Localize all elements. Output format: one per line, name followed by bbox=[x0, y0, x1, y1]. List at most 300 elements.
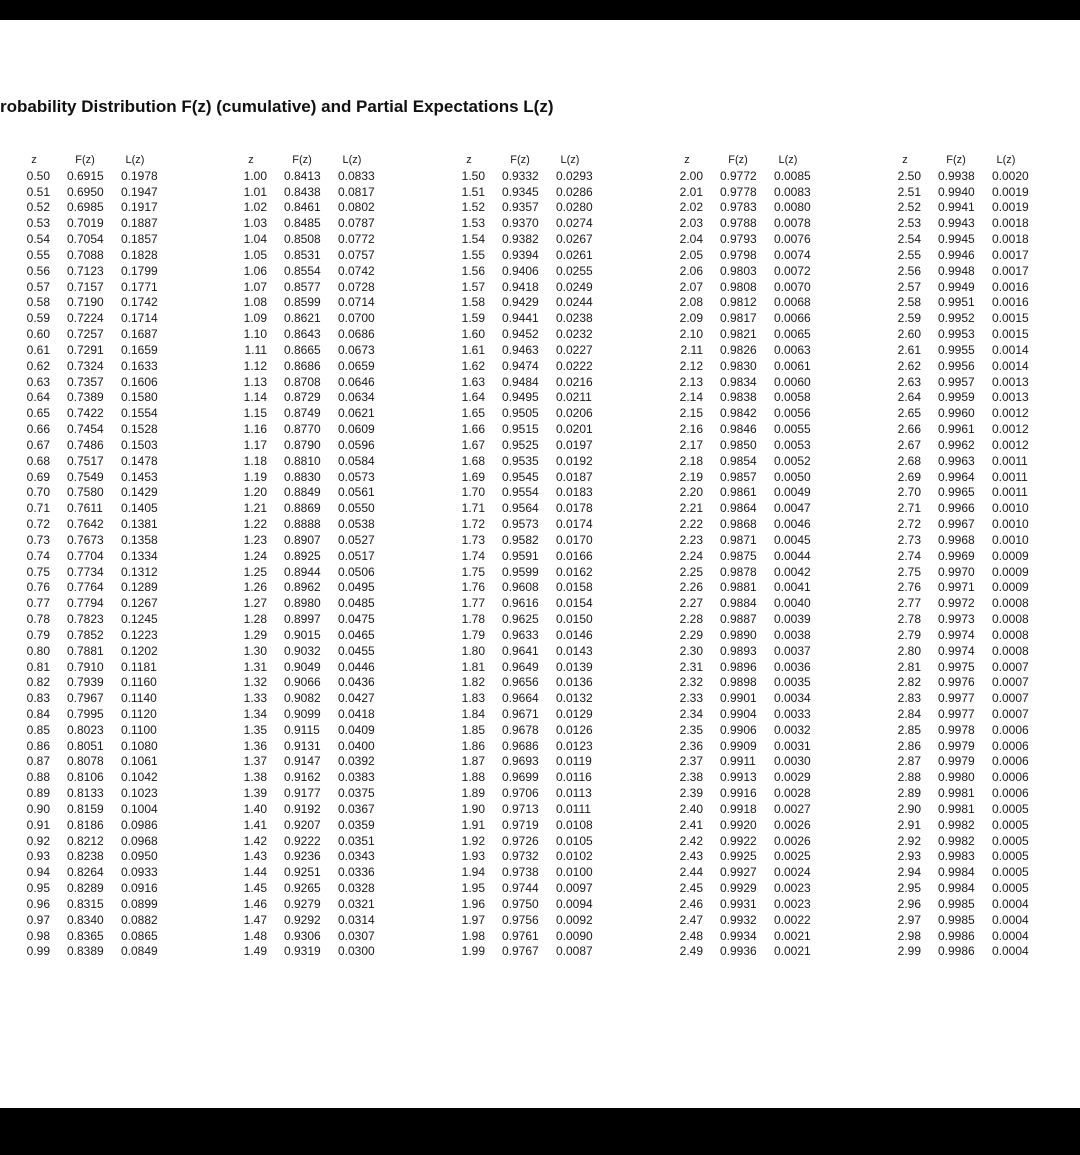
cell-fz: 0.9936 bbox=[720, 944, 757, 959]
cell-z: 1.41 bbox=[243, 817, 267, 832]
cell-z: 2.01 bbox=[679, 184, 703, 199]
cell-fz: 0.9984 bbox=[938, 881, 975, 896]
header-fz: F(z) bbox=[292, 154, 312, 166]
cell-z: 0.83 bbox=[26, 691, 50, 706]
cell-fz: 0.9884 bbox=[720, 596, 757, 611]
cell-z: 2.44 bbox=[679, 865, 703, 880]
cell-fz: 0.9826 bbox=[720, 342, 757, 357]
cell-lz: 0.0026 bbox=[774, 833, 811, 848]
cell-z: 2.91 bbox=[897, 817, 921, 832]
cell-z: 2.62 bbox=[897, 358, 921, 373]
cell-z: 0.62 bbox=[26, 358, 50, 373]
cell-z: 2.74 bbox=[897, 548, 921, 563]
cell-lz: 0.0300 bbox=[338, 944, 375, 959]
cell-fz: 0.8340 bbox=[67, 912, 104, 927]
cell-fz: 0.9099 bbox=[284, 706, 321, 721]
cell-lz: 0.0083 bbox=[774, 184, 811, 199]
cell-fz: 0.9966 bbox=[938, 501, 975, 516]
cell-z: 1.84 bbox=[461, 706, 485, 721]
cell-fz: 0.8599 bbox=[284, 295, 321, 310]
cell-fz: 0.8554 bbox=[284, 263, 321, 278]
cell-fz: 0.9505 bbox=[502, 406, 539, 421]
cell-z: 1.34 bbox=[243, 706, 267, 721]
cell-z: 1.51 bbox=[461, 184, 485, 199]
cell-fz: 0.8686 bbox=[284, 358, 321, 373]
cell-lz: 0.0090 bbox=[556, 928, 593, 943]
cell-lz: 0.0037 bbox=[774, 643, 811, 658]
cell-fz: 0.9977 bbox=[938, 706, 975, 721]
cell-fz: 0.7734 bbox=[67, 564, 104, 579]
cell-lz: 0.1857 bbox=[121, 232, 158, 247]
cell-fz: 0.9959 bbox=[938, 390, 975, 405]
cell-fz: 0.9968 bbox=[938, 532, 975, 547]
cell-z: 1.69 bbox=[461, 469, 485, 484]
cell-z: 1.33 bbox=[243, 691, 267, 706]
cell-fz: 0.9906 bbox=[720, 722, 757, 737]
cell-z: 2.85 bbox=[897, 722, 921, 737]
cell-fz: 0.9838 bbox=[720, 390, 757, 405]
cell-z: 2.10 bbox=[679, 327, 703, 342]
cell-lz: 0.0261 bbox=[556, 247, 593, 262]
cell-lz: 0.1828 bbox=[121, 247, 158, 262]
cell-z: 1.97 bbox=[461, 912, 485, 927]
cell-lz: 0.0787 bbox=[338, 216, 375, 231]
cell-lz: 0.0017 bbox=[992, 247, 1029, 262]
cell-fz: 0.9394 bbox=[502, 247, 539, 262]
cell-fz: 0.6985 bbox=[67, 200, 104, 215]
cell-fz: 0.9985 bbox=[938, 912, 975, 927]
cell-lz: 0.1503 bbox=[121, 437, 158, 452]
cell-z: 2.82 bbox=[897, 675, 921, 690]
cell-fz: 0.9686 bbox=[502, 738, 539, 753]
cell-z: 2.92 bbox=[897, 833, 921, 848]
cell-lz: 0.0409 bbox=[338, 722, 375, 737]
cell-z: 2.31 bbox=[679, 659, 703, 674]
cell-fz: 0.8849 bbox=[284, 485, 321, 500]
cell-z: 1.38 bbox=[243, 770, 267, 785]
cell-lz: 0.0293 bbox=[556, 168, 593, 183]
cell-z: 2.45 bbox=[679, 881, 703, 896]
cell-lz: 0.0143 bbox=[556, 643, 593, 658]
cell-fz: 0.9429 bbox=[502, 295, 539, 310]
cell-z: 0.76 bbox=[26, 580, 50, 595]
cell-z: 2.75 bbox=[897, 564, 921, 579]
cell-lz: 0.0022 bbox=[774, 912, 811, 927]
cell-lz: 0.0427 bbox=[338, 691, 375, 706]
cell-lz: 0.0222 bbox=[556, 358, 593, 373]
cell-z: 0.95 bbox=[26, 881, 50, 896]
cell-fz: 0.8944 bbox=[284, 564, 321, 579]
cell-fz: 0.8238 bbox=[67, 849, 104, 864]
cell-z: 2.26 bbox=[679, 580, 703, 595]
cell-fz: 0.8264 bbox=[67, 865, 104, 880]
cell-lz: 0.1429 bbox=[121, 485, 158, 500]
cell-lz: 0.0646 bbox=[338, 374, 375, 389]
cell-lz: 0.0020 bbox=[992, 168, 1029, 183]
cell-fz: 0.9945 bbox=[938, 232, 975, 247]
cell-z: 1.88 bbox=[461, 770, 485, 785]
cell-lz: 0.0280 bbox=[556, 200, 593, 215]
cell-z: 2.84 bbox=[897, 706, 921, 721]
cell-fz: 0.8888 bbox=[284, 517, 321, 532]
cell-fz: 0.9830 bbox=[720, 358, 757, 373]
cell-fz: 0.9871 bbox=[720, 532, 757, 547]
cell-z: 0.84 bbox=[26, 706, 50, 721]
cell-z: 0.77 bbox=[26, 596, 50, 611]
cell-z: 2.68 bbox=[897, 453, 921, 468]
cell-z: 1.26 bbox=[243, 580, 267, 595]
cell-z: 0.85 bbox=[26, 722, 50, 737]
cell-lz: 0.0008 bbox=[992, 643, 1029, 658]
cell-z: 2.66 bbox=[897, 422, 921, 437]
cell-lz: 0.0027 bbox=[774, 801, 811, 816]
cell-z: 2.97 bbox=[897, 912, 921, 927]
document-page bbox=[0, 20, 1080, 1108]
cell-z: 0.93 bbox=[26, 849, 50, 864]
cell-lz: 0.0849 bbox=[121, 944, 158, 959]
cell-fz: 0.9909 bbox=[720, 738, 757, 753]
cell-fz: 0.9834 bbox=[720, 374, 757, 389]
cell-z: 1.71 bbox=[461, 501, 485, 516]
cell-fz: 0.9608 bbox=[502, 580, 539, 595]
cell-z: 2.49 bbox=[679, 944, 703, 959]
cell-z: 2.00 bbox=[679, 168, 703, 183]
cell-lz: 0.0238 bbox=[556, 311, 593, 326]
cell-lz: 0.0008 bbox=[992, 612, 1029, 627]
cell-fz: 0.8531 bbox=[284, 247, 321, 262]
cell-fz: 0.6950 bbox=[67, 184, 104, 199]
cell-lz: 0.1742 bbox=[121, 295, 158, 310]
cell-lz: 0.0899 bbox=[121, 896, 158, 911]
cell-lz: 0.0030 bbox=[774, 754, 811, 769]
cell-z: 1.30 bbox=[243, 643, 267, 658]
cell-z: 2.47 bbox=[679, 912, 703, 927]
cell-lz: 0.1245 bbox=[121, 612, 158, 627]
cell-fz: 0.6915 bbox=[67, 168, 104, 183]
cell-lz: 0.0015 bbox=[992, 311, 1029, 326]
cell-z: 2.13 bbox=[679, 374, 703, 389]
cell-z: 0.74 bbox=[26, 548, 50, 563]
cell-lz: 0.0446 bbox=[338, 659, 375, 674]
cell-lz: 0.0596 bbox=[338, 437, 375, 452]
cell-z: 2.14 bbox=[679, 390, 703, 405]
cell-z: 2.43 bbox=[679, 849, 703, 864]
cell-fz: 0.8485 bbox=[284, 216, 321, 231]
cell-lz: 0.0097 bbox=[556, 881, 593, 896]
cell-z: 2.99 bbox=[897, 944, 921, 959]
cell-lz: 0.0023 bbox=[774, 881, 811, 896]
cell-lz: 0.1312 bbox=[121, 564, 158, 579]
cell-z: 0.66 bbox=[26, 422, 50, 437]
cell-fz: 0.9934 bbox=[720, 928, 757, 943]
cell-lz: 0.0011 bbox=[992, 485, 1028, 500]
cell-fz: 0.9965 bbox=[938, 485, 975, 500]
cell-z: 0.81 bbox=[26, 659, 50, 674]
cell-fz: 0.9066 bbox=[284, 675, 321, 690]
cell-fz: 0.9463 bbox=[502, 342, 539, 357]
cell-lz: 0.0197 bbox=[556, 437, 593, 452]
cell-fz: 0.7967 bbox=[67, 691, 104, 706]
cell-z: 2.54 bbox=[897, 232, 921, 247]
cell-z: 1.85 bbox=[461, 722, 485, 737]
cell-z: 1.99 bbox=[461, 944, 485, 959]
cell-fz: 0.9778 bbox=[720, 184, 757, 199]
cell-z: 1.42 bbox=[243, 833, 267, 848]
cell-z: 2.22 bbox=[679, 517, 703, 532]
cell-z: 2.52 bbox=[897, 200, 921, 215]
cell-lz: 0.0286 bbox=[556, 184, 593, 199]
cell-lz: 0.0206 bbox=[556, 406, 593, 421]
cell-fz: 0.8790 bbox=[284, 437, 321, 452]
cell-fz: 0.8315 bbox=[67, 896, 104, 911]
cell-fz: 0.9973 bbox=[938, 612, 975, 627]
cell-lz: 0.0007 bbox=[992, 706, 1029, 721]
cell-z: 2.25 bbox=[679, 564, 703, 579]
cell-lz: 0.0049 bbox=[774, 485, 811, 500]
cell-lz: 0.0392 bbox=[338, 754, 375, 769]
cell-lz: 0.0008 bbox=[992, 596, 1029, 611]
cell-fz: 0.9964 bbox=[938, 469, 975, 484]
cell-z: 2.56 bbox=[897, 263, 921, 278]
cell-fz: 0.9332 bbox=[502, 168, 539, 183]
cell-z: 2.95 bbox=[897, 881, 921, 896]
cell-z: 1.10 bbox=[243, 327, 267, 342]
cell-lz: 0.0146 bbox=[556, 627, 593, 642]
cell-fz: 0.9192 bbox=[284, 801, 321, 816]
cell-lz: 0.0004 bbox=[992, 928, 1029, 943]
cell-fz: 0.9969 bbox=[938, 548, 975, 563]
cell-lz: 0.0174 bbox=[556, 517, 593, 532]
cell-lz: 0.0058 bbox=[774, 390, 811, 405]
cell-fz: 0.9706 bbox=[502, 786, 539, 801]
cell-fz: 0.9817 bbox=[720, 311, 757, 326]
cell-fz: 0.9236 bbox=[284, 849, 321, 864]
cell-fz: 0.9535 bbox=[502, 453, 539, 468]
cell-lz: 0.0011 bbox=[992, 453, 1028, 468]
cell-fz: 0.7291 bbox=[67, 342, 104, 357]
cell-lz: 0.0004 bbox=[992, 896, 1029, 911]
cell-fz: 0.9916 bbox=[720, 786, 757, 801]
cell-lz: 0.0465 bbox=[338, 627, 375, 642]
cell-fz: 0.7157 bbox=[67, 279, 104, 294]
cell-fz: 0.9474 bbox=[502, 358, 539, 373]
cell-lz: 0.0865 bbox=[121, 928, 158, 943]
cell-lz: 0.0561 bbox=[338, 485, 375, 500]
cell-fz: 0.8023 bbox=[67, 722, 104, 737]
cell-fz: 0.8907 bbox=[284, 532, 321, 547]
cell-z: 1.22 bbox=[243, 517, 267, 532]
cell-lz: 0.0201 bbox=[556, 422, 593, 437]
cell-lz: 0.1606 bbox=[121, 374, 158, 389]
cell-fz: 0.7611 bbox=[67, 501, 103, 516]
cell-fz: 0.9049 bbox=[284, 659, 321, 674]
cell-lz: 0.1405 bbox=[121, 501, 158, 516]
cell-lz: 0.0436 bbox=[338, 675, 375, 690]
cell-fz: 0.9941 bbox=[938, 200, 975, 215]
cell-z: 2.12 bbox=[679, 358, 703, 373]
cell-lz: 0.0018 bbox=[992, 232, 1029, 247]
cell-lz: 0.0035 bbox=[774, 675, 811, 690]
cell-fz: 0.8729 bbox=[284, 390, 321, 405]
cell-lz: 0.0072 bbox=[774, 263, 811, 278]
cell-lz: 0.0129 bbox=[556, 706, 593, 721]
cell-fz: 0.8365 bbox=[67, 928, 104, 943]
cell-fz: 0.9911 bbox=[720, 754, 756, 769]
cell-fz: 0.9772 bbox=[720, 168, 757, 183]
cell-z: 1.64 bbox=[461, 390, 485, 405]
cell-fz: 0.9599 bbox=[502, 564, 539, 579]
cell-fz: 0.9953 bbox=[938, 327, 975, 342]
cell-lz: 0.0005 bbox=[992, 833, 1029, 848]
cell-lz: 0.0359 bbox=[338, 817, 375, 832]
cell-lz: 0.0154 bbox=[556, 596, 593, 611]
header-fz: F(z) bbox=[510, 154, 530, 166]
cell-z: 1.93 bbox=[461, 849, 485, 864]
cell-lz: 0.1633 bbox=[121, 358, 158, 373]
cell-fz: 0.8997 bbox=[284, 612, 321, 627]
cell-z: 1.58 bbox=[461, 295, 485, 310]
cell-z: 1.29 bbox=[243, 627, 267, 642]
header-z: z bbox=[248, 154, 254, 166]
cell-fz: 0.9980 bbox=[938, 770, 975, 785]
cell-lz: 0.0123 bbox=[556, 738, 593, 753]
cell-lz: 0.0187 bbox=[556, 469, 593, 484]
cell-lz: 0.0039 bbox=[774, 612, 811, 627]
cell-fz: 0.9495 bbox=[502, 390, 539, 405]
cell-fz: 0.9554 bbox=[502, 485, 539, 500]
cell-z: 2.23 bbox=[679, 532, 703, 547]
cell-lz: 0.1120 bbox=[121, 706, 157, 721]
cell-lz: 0.1080 bbox=[121, 738, 158, 753]
cell-z: 1.74 bbox=[461, 548, 485, 563]
cell-z: 1.01 bbox=[243, 184, 267, 199]
cell-z: 2.79 bbox=[897, 627, 921, 642]
cell-fz: 0.9985 bbox=[938, 896, 975, 911]
cell-lz: 0.0183 bbox=[556, 485, 593, 500]
cell-z: 1.61 bbox=[461, 342, 485, 357]
cell-fz: 0.9955 bbox=[938, 342, 975, 357]
cell-fz: 0.9345 bbox=[502, 184, 539, 199]
cell-lz: 0.0158 bbox=[556, 580, 593, 595]
cell-z: 1.49 bbox=[243, 944, 267, 959]
header-z: z bbox=[31, 154, 37, 166]
cell-fz: 0.7454 bbox=[67, 422, 104, 437]
cell-lz: 0.0087 bbox=[556, 944, 593, 959]
cell-fz: 0.7357 bbox=[67, 374, 104, 389]
cell-lz: 0.0061 bbox=[774, 358, 811, 373]
cell-z: 2.40 bbox=[679, 801, 703, 816]
cell-z: 1.14 bbox=[243, 390, 267, 405]
cell-lz: 0.0132 bbox=[556, 691, 593, 706]
cell-lz: 0.0162 bbox=[556, 564, 593, 579]
cell-lz: 0.0012 bbox=[992, 422, 1029, 437]
cell-lz: 0.1023 bbox=[121, 786, 158, 801]
cell-fz: 0.9732 bbox=[502, 849, 539, 864]
cell-z: 2.33 bbox=[679, 691, 703, 706]
cell-lz: 0.0024 bbox=[774, 865, 811, 880]
cell-fz: 0.7422 bbox=[67, 406, 104, 421]
cell-z: 1.37 bbox=[243, 754, 267, 769]
cell-z: 1.94 bbox=[461, 865, 485, 880]
cell-fz: 0.9970 bbox=[938, 564, 975, 579]
cell-lz: 0.0045 bbox=[774, 532, 811, 547]
cell-lz: 0.1887 bbox=[121, 216, 158, 231]
cell-z: 1.08 bbox=[243, 295, 267, 310]
cell-lz: 0.0023 bbox=[774, 896, 811, 911]
cell-fz: 0.9857 bbox=[720, 469, 757, 484]
cell-fz: 0.8770 bbox=[284, 422, 321, 437]
cell-lz: 0.1181 bbox=[121, 659, 157, 674]
cell-z: 1.63 bbox=[461, 374, 485, 389]
cell-z: 1.73 bbox=[461, 532, 485, 547]
cell-z: 1.87 bbox=[461, 754, 485, 769]
cell-lz: 0.0092 bbox=[556, 912, 593, 927]
cell-z: 0.78 bbox=[26, 612, 50, 627]
cell-lz: 0.0119 bbox=[556, 754, 592, 769]
cell-z: 2.09 bbox=[679, 311, 703, 326]
cell-z: 1.48 bbox=[243, 928, 267, 943]
cell-z: 2.41 bbox=[679, 817, 703, 832]
cell-lz: 0.0032 bbox=[774, 722, 811, 737]
cell-fz: 0.9861 bbox=[720, 485, 757, 500]
cell-z: 0.57 bbox=[26, 279, 50, 294]
cell-fz: 0.9207 bbox=[284, 817, 321, 832]
cell-z: 2.57 bbox=[897, 279, 921, 294]
cell-fz: 0.9901 bbox=[720, 691, 757, 706]
cell-fz: 0.9949 bbox=[938, 279, 975, 294]
cell-fz: 0.9963 bbox=[938, 453, 975, 468]
cell-fz: 0.9452 bbox=[502, 327, 539, 342]
cell-lz: 0.1714 bbox=[121, 311, 158, 326]
cell-z: 0.91 bbox=[26, 817, 50, 832]
cell-lz: 0.0367 bbox=[338, 801, 375, 816]
cell-lz: 0.0916 bbox=[121, 881, 158, 896]
cell-z: 2.05 bbox=[679, 247, 703, 262]
cell-fz: 0.9693 bbox=[502, 754, 539, 769]
cell-z: 2.71 bbox=[897, 501, 921, 516]
cell-fz: 0.9956 bbox=[938, 358, 975, 373]
cell-z: 0.80 bbox=[26, 643, 50, 658]
cell-z: 0.67 bbox=[26, 437, 50, 452]
cell-lz: 0.0010 bbox=[992, 501, 1029, 516]
cell-z: 2.87 bbox=[897, 754, 921, 769]
cell-fz: 0.8810 bbox=[284, 453, 321, 468]
cell-lz: 0.0010 bbox=[992, 517, 1029, 532]
cell-lz: 0.0044 bbox=[774, 548, 811, 563]
cell-fz: 0.7486 bbox=[67, 437, 104, 452]
cell-z: 1.04 bbox=[243, 232, 267, 247]
cell-z: 2.58 bbox=[897, 295, 921, 310]
cell-fz: 0.9788 bbox=[720, 216, 757, 231]
cell-fz: 0.9979 bbox=[938, 754, 975, 769]
cell-lz: 0.0034 bbox=[774, 691, 811, 706]
cell-lz: 0.0833 bbox=[338, 168, 375, 183]
cell-lz: 0.0274 bbox=[556, 216, 593, 231]
cell-lz: 0.0102 bbox=[556, 849, 593, 864]
cell-z: 1.18 bbox=[243, 453, 267, 468]
cell-z: 0.82 bbox=[26, 675, 50, 690]
cell-lz: 0.1358 bbox=[121, 532, 158, 547]
cell-fz: 0.9920 bbox=[720, 817, 757, 832]
cell-fz: 0.9951 bbox=[938, 295, 975, 310]
header-fz: F(z) bbox=[946, 154, 966, 166]
cell-lz: 0.1223 bbox=[121, 627, 158, 642]
cell-lz: 0.0053 bbox=[774, 437, 811, 452]
cell-z: 2.89 bbox=[897, 786, 921, 801]
cell-fz: 0.9633 bbox=[502, 627, 539, 642]
cell-fz: 0.9382 bbox=[502, 232, 539, 247]
cell-z: 1.24 bbox=[243, 548, 267, 563]
